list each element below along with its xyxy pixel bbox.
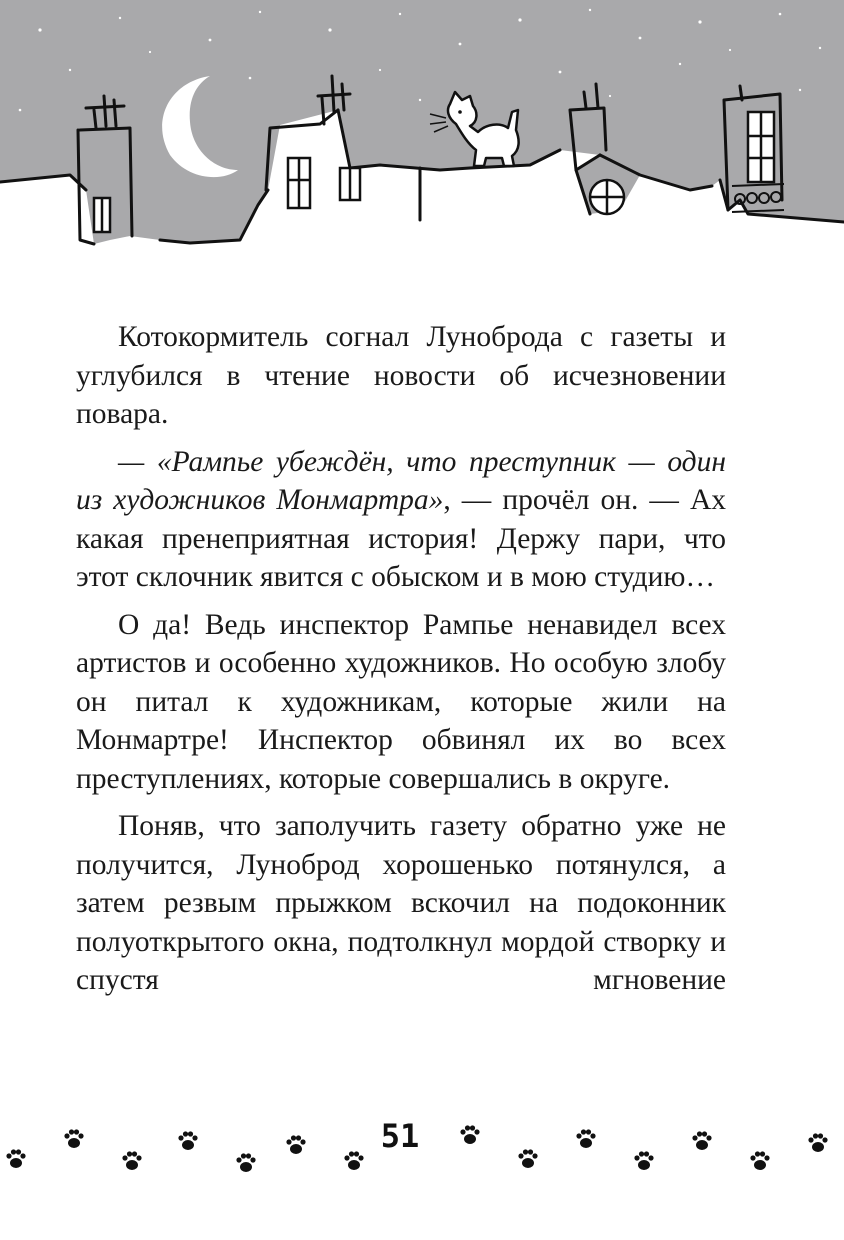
page-number: 51 (380, 1117, 420, 1155)
night-sky (0, 0, 844, 244)
paw-print-icon (808, 1133, 827, 1152)
paragraph: Поняв, что заполучить газету обратно уже не получится, Лунoброд хорошенько потянулся, а затем резвым прыжком вскочил на подоконник полуоткрытого окна, подтолкнул мордой створку и спустя мгновение (76, 810, 726, 996)
paw-print-icon (576, 1129, 595, 1148)
paw-print-icon (634, 1151, 653, 1170)
paw-print-icon (236, 1153, 255, 1172)
paw-print-icon (286, 1135, 305, 1154)
paw-print-icon (460, 1125, 479, 1144)
paragraph: Котокормитель согнал Лунoброда с газеты и углубился в чтение новости об исчезновении повара. (76, 321, 726, 430)
rooftop-illustration (0, 0, 844, 260)
paw-print-icon (518, 1149, 537, 1168)
paragraph-text: , — прочёл он. — Ах какая пренеприятная история! Держу пари, что этот склочник явится с обыском и в мою студию… (76, 484, 726, 593)
paw-print-icon (178, 1131, 197, 1150)
quoted-newspaper-line: — «Рампье убеждён, что преступник — один из художников Монмартра» (76, 445, 726, 516)
paragraph (76, 443, 726, 597)
paragraph: О да! Ведь инспектор Рампье ненавидел всех артистов и особенно художников. Но особую злобу он питал к художникам, которые жили на Монмартре! Инспектор обвинял их во всех преступлениях, которые совершались в округе. (76, 608, 726, 795)
paw-print-icon (692, 1131, 711, 1150)
paw-print-icon (344, 1151, 363, 1170)
paw-print-icon (122, 1151, 141, 1170)
body-text (76, 318, 726, 1009)
paw-print-icon (6, 1149, 25, 1168)
paw-print-icon (750, 1151, 769, 1170)
paw-print-icon (64, 1129, 83, 1148)
